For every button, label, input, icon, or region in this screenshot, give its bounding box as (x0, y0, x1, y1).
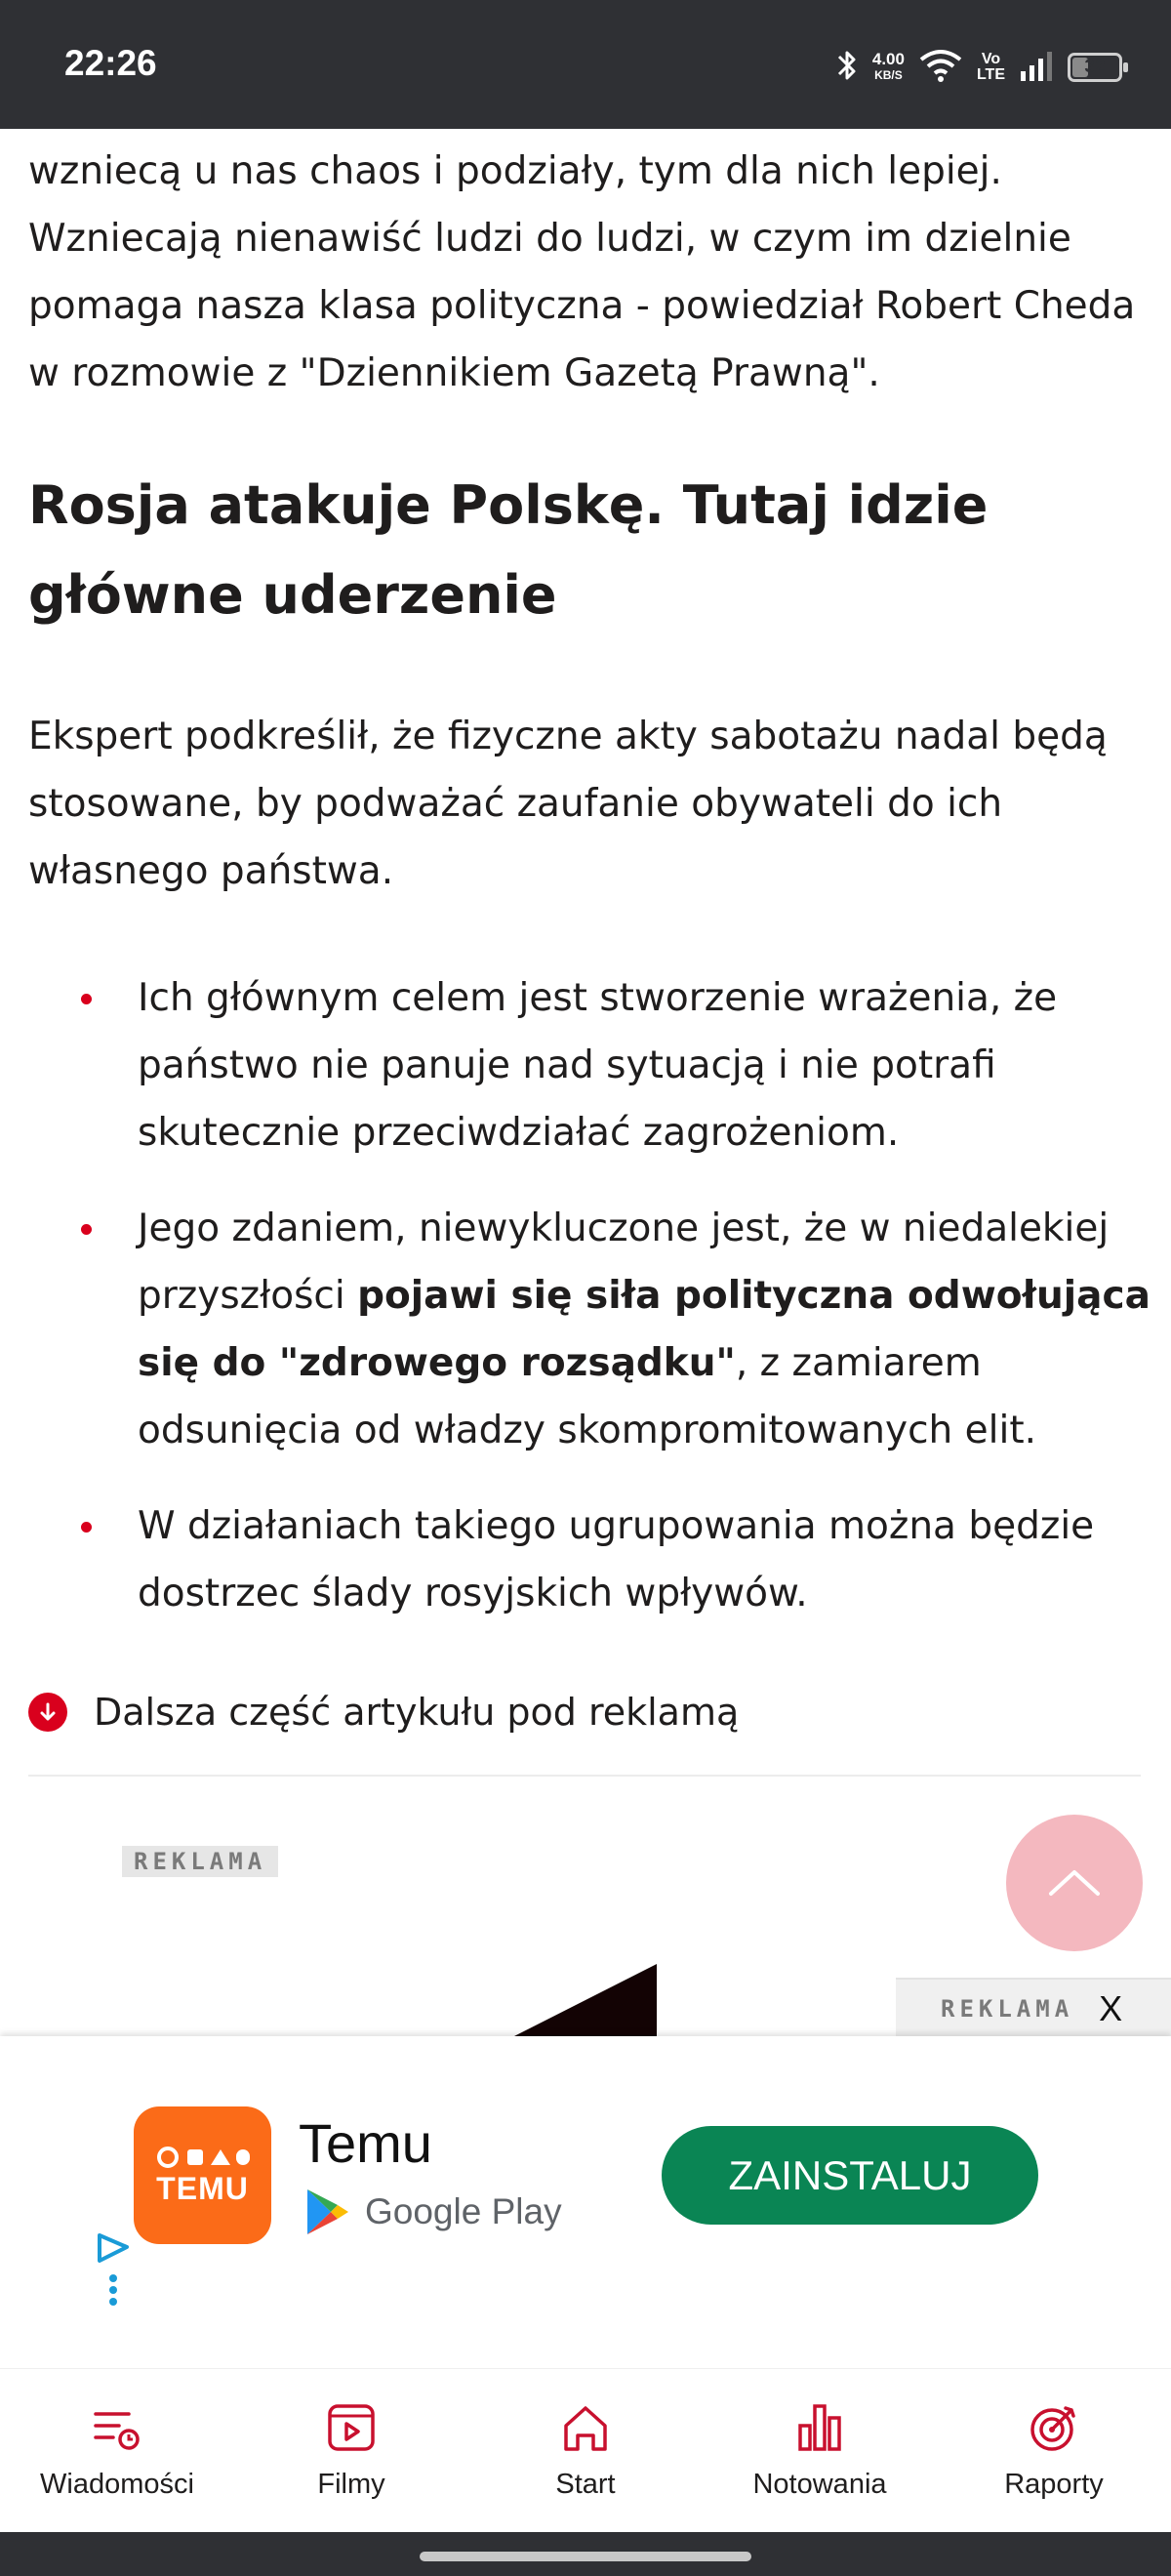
adchoices-icon[interactable] (96, 2231, 131, 2313)
chevron-up-icon (1047, 1868, 1102, 1898)
divider (28, 1775, 1141, 1777)
list-item: Jego zdaniem, niewykluczone jest, że w niedalekiej przyszłości pojawi się siła polityczna odwołująca się do "zdrowego rozsądku", z zamiarem odsunięcia od władzy skompromitowanych elit. (28, 1195, 1151, 1464)
temu-logo-icon (154, 2144, 252, 2171)
list-item: Ich głównym celem jest stworzenie wrażenia, że państwo nie panuje nad sytuacją i nie potrafi skutecznie przeciwdziałać zagrożeniom. (28, 964, 1151, 1166)
scroll-top-button[interactable] (1006, 1815, 1143, 1951)
ad-label: REKLAMA (122, 1846, 278, 1877)
article-heading: Rosja atakuje Polskę. Tutaj idzie główne uderzenie (28, 474, 989, 626)
home-icon (558, 2400, 613, 2455)
article-paragraph: Ekspert podkreślił, że fizyczne akty sabotażu nadal będą stosowane, by podważać zaufanie obywateli do ich własnego państwa. (28, 715, 1108, 893)
bullet-list (28, 964, 1151, 1656)
status-bar (0, 0, 1171, 129)
ad-creative[interactable] (512, 1964, 657, 2037)
google-play-icon (304, 2187, 351, 2237)
signal-icon (1019, 50, 1054, 85)
video-play-icon (324, 2400, 379, 2455)
nav-item-raporty[interactable]: Raporty (937, 2369, 1171, 2533)
bold-phrase: pojawi się siła polityczna odwołująca się do "zdrowego rozsądku" (138, 1274, 1151, 1385)
arrow-down-icon (28, 1693, 67, 1732)
close-ad-button[interactable]: X (1099, 1988, 1123, 2028)
bluetooth-icon (835, 48, 859, 87)
battery-icon: 32 (1068, 53, 1122, 82)
bullet-dot (81, 1224, 92, 1235)
bullet-dot (81, 1522, 92, 1533)
app-name: Temu (299, 2112, 432, 2174)
network-speed: 4.00 KB/S (871, 50, 905, 82)
status-time: 22:26 (64, 43, 157, 83)
continue-below-ad: Dalsza część artykułu pod reklamą (28, 1691, 1151, 1734)
store-badge: Google Play (304, 2187, 562, 2237)
install-button[interactable]: ZAINSTALUJ (662, 2126, 1038, 2225)
bottom-nav (0, 2368, 1171, 2533)
sticky-ad-tag: REKLAMA X (896, 1978, 1171, 2038)
article-paragraph: wzniecą u nas chaos i podziały, tym dla nich lepiej. Wzniecają nienawiść ludzi do ludzi, w czym im dzielnie pomaga nasza klasa polityczna - powiedział Robert Cheda w rozmowie z "Dziennikiem Gazetą Prawną". (28, 149, 1136, 395)
target-icon (1027, 2400, 1081, 2455)
wifi-icon (918, 48, 963, 87)
bar-chart-icon (792, 2400, 847, 2455)
status-icons (835, 43, 1122, 92)
volte-indicator: Vo LTE (976, 51, 1005, 83)
nav-item-start[interactable]: Start (468, 2369, 703, 2533)
bullet-dot (81, 994, 92, 1004)
nav-item-filmy[interactable]: Filmy (234, 2369, 468, 2533)
temu-app-icon[interactable]: TEMU (134, 2106, 271, 2244)
nav-item-wiadomosci[interactable]: Wiadomości (0, 2369, 234, 2533)
home-gesture-handle[interactable] (420, 2552, 751, 2561)
nav-item-notowania[interactable]: Notowania (703, 2369, 937, 2533)
news-list-icon (90, 2400, 144, 2455)
list-item: W działaniach takiego ugrupowania można będzie dostrzec ślady rosyjskich wpływów. (28, 1492, 1151, 1627)
